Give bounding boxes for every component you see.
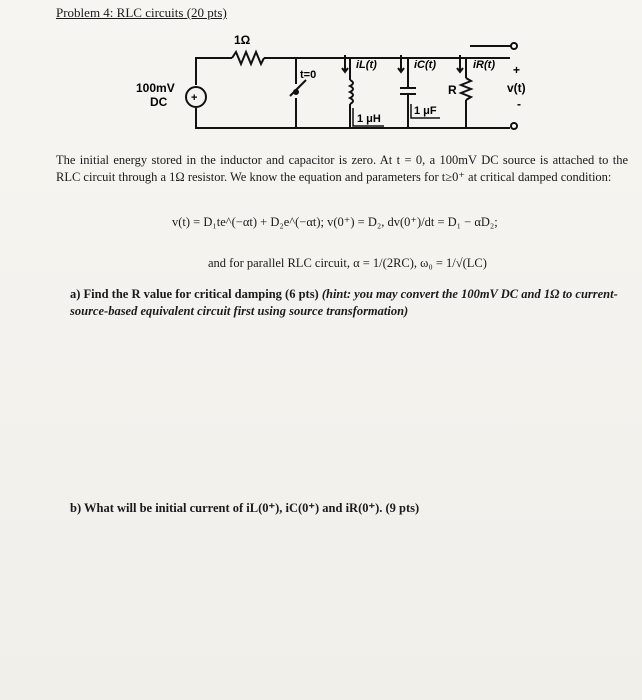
equation-1: v(t) = D₁te^(−αt) + D₂e^(−αt); v(0⁺) = D₂, dv(0⁺)/dt = D₁ − αD₂; bbox=[172, 215, 498, 229]
capacitor-value: 1 μF bbox=[414, 105, 437, 117]
rlc-circuit-diagram bbox=[0, 0, 642, 150]
plus-sign: + bbox=[513, 63, 521, 77]
minus-sign: - bbox=[517, 97, 521, 111]
question-a-label: a) Find the R value for critical damping (6 pts) bbox=[70, 287, 319, 301]
voltage-label: v(t) bbox=[507, 81, 526, 95]
inductor bbox=[350, 80, 353, 104]
source-polarity: + bbox=[191, 92, 198, 104]
wire-left-top bbox=[196, 58, 232, 85]
question-b: b) What will be initial current of iL(0⁺), iC(0⁺) and iR(0⁺). (9 pts) bbox=[70, 501, 420, 515]
resistor-label: R bbox=[448, 83, 457, 97]
source-label-2: DC bbox=[150, 95, 168, 109]
ir-label: iR(t) bbox=[473, 59, 495, 71]
series-resistor bbox=[232, 52, 264, 64]
equation-2: and for parallel RLC circuit, α = 1/(2RC), ω₀ = 1/√(LC) bbox=[208, 256, 487, 270]
question-a-hint: (hint: you may convert the 100mV DC and 1Ω to current-source-based equivalent circuit first using source transformation) bbox=[70, 287, 618, 318]
terminal-top bbox=[511, 43, 517, 49]
ic-label: iC(t) bbox=[414, 59, 436, 71]
il-label: iL(t) bbox=[356, 59, 377, 71]
problem-title: Problem 4: RLC circuits (20 pts) bbox=[56, 5, 227, 20]
series-resistor-label: 1Ω bbox=[234, 33, 251, 47]
source-label-1: 100mV bbox=[136, 81, 175, 95]
intro-paragraph: The initial energy stored in the inductor and capacitor is zero. At t = 0, a 100mV DC source is attached to the RLC circuit through a 1Ω resistor. We know the equation and parameters for t≥0⁺ at critical damped condition: bbox=[56, 153, 628, 184]
terminal-bottom bbox=[511, 123, 517, 129]
inductor-value: 1 μH bbox=[357, 113, 381, 125]
parallel-resistor bbox=[461, 78, 471, 100]
switch-label: t=0 bbox=[300, 69, 317, 81]
question-a bbox=[70, 286, 630, 320]
